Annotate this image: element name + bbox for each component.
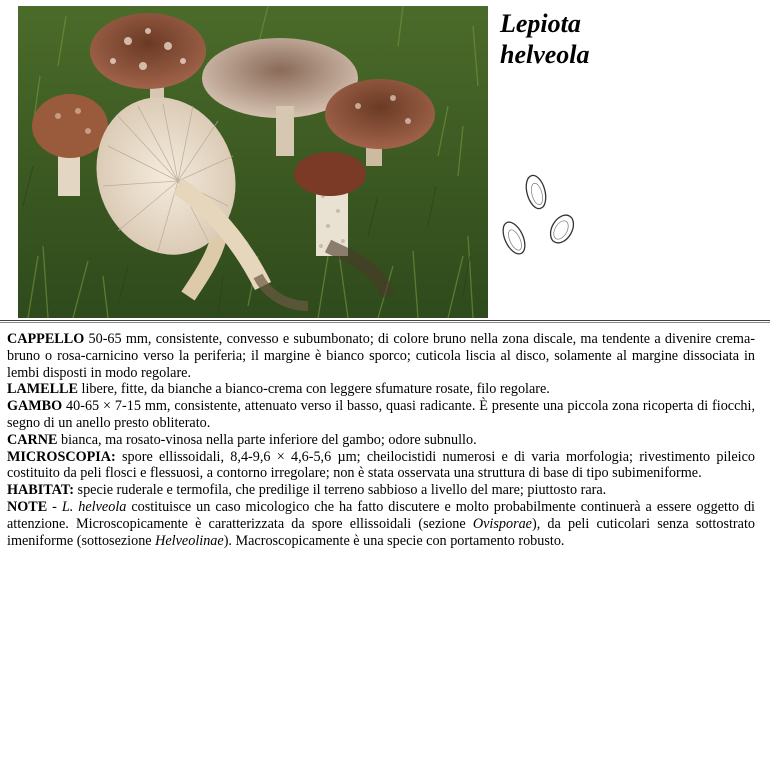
section-text: bianca, ma rosato-vinosa nella parte inferiore del gambo; odore subnullo. (57, 431, 477, 448)
spore-shape-2 (546, 211, 578, 247)
species-title (500, 8, 590, 70)
section-heading: MICROSCOPIA: (7, 448, 116, 465)
note-text-2: costituisce un caso micologico che ha fatto discutere e molto probabilmente continuerà a essere oggetto di attenzione. Microscopicamente è caratterizzata da spore ellissoidali (sezione (7, 498, 756, 532)
description-body (7, 331, 755, 549)
note-section-name: Ovisporae (472, 515, 532, 532)
section-text: 50-65 mm, consistente, convesso e subumbonato; di colore bruno nella zona discale, ma tendente a divenire crema-bruno o rosa-carnicino verso la periferia; il margine è bianco sporco; cuticola liscia al disco, solamente al margine dissociata in lembi disposti in modo regolare. (7, 331, 755, 381)
section-gambo (7, 398, 755, 432)
spore-shape-1 (523, 173, 549, 211)
mushroom-illustration (18, 6, 488, 318)
section-text: libere, fitte, da bianche a bianco-crema con leggere sfumature rosate, filo regolare. (77, 381, 550, 398)
species-title-genus: Lepiota (500, 9, 581, 38)
section-habitat (7, 482, 755, 499)
section-heading: HABITAT: (7, 482, 74, 499)
section-heading: LAMELLE (7, 381, 78, 398)
note-species-name: L. helveola (61, 498, 127, 515)
note-text-4: ). Macroscopicamente è una specie con portamento robusto. (223, 532, 565, 549)
section-heading: CARNE (7, 431, 58, 448)
section-text: spore ellissoidali, 8,4-9,6 × 4,6-5,6 µm; cheilocistidi numerosi e di varia morfologia; rivestimento pileico costituito da peli flosci e flessuosi, a contorno irregolare; non è stata osservata una struttura di base di tipo subimeniforme. (7, 448, 755, 482)
divider (0, 320, 770, 323)
section-note (7, 499, 755, 549)
section-text: specie ruderale e termofila, che predilige il terreno sabbioso a livello del mare; piuttosto rara. (74, 482, 607, 499)
section-heading: NOTE (7, 498, 48, 515)
section-cappello (7, 331, 755, 381)
spore-shape-3 (499, 219, 530, 257)
section-heading: CAPPELLO (7, 331, 85, 347)
section-microscopia (7, 449, 755, 483)
note-subsection-name: Helveolinae (155, 532, 224, 549)
section-carne (7, 432, 755, 449)
spore-drawing (498, 170, 588, 265)
note-text-1: - (47, 498, 62, 515)
species-title-epithet: helveola (500, 40, 590, 69)
section-lamelle (7, 381, 755, 398)
section-text: 40-65 × 7-15 mm, consistente, attenuato verso il basso, quasi radicante. È presente una piccola zona ricoperta di fiocchi, segno di un anello presto obliterato. (7, 398, 755, 431)
mushroom-photo (18, 6, 488, 318)
note-text-3: ), da peli cuticolari senza sottostrato imeniforme (sottosezione (7, 515, 755, 549)
section-heading: GAMBO (7, 398, 63, 415)
